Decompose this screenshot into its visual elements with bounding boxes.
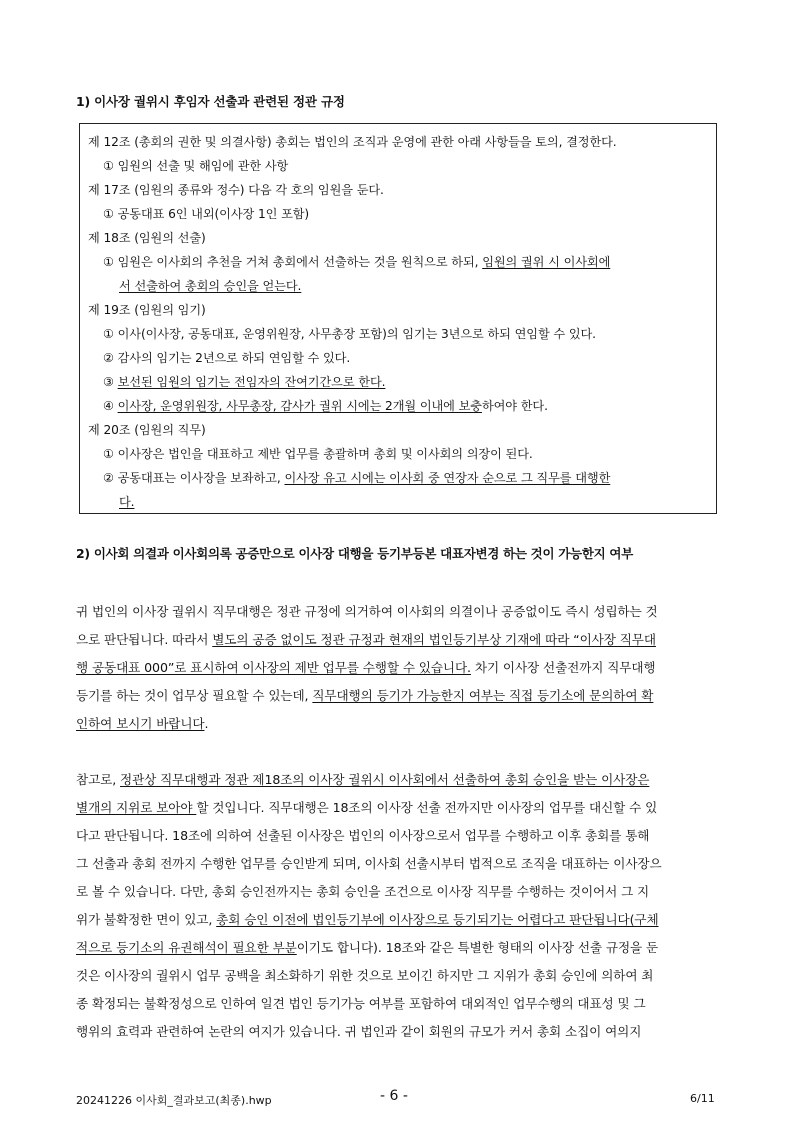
para2-line-2 — [76, 797, 720, 816]
para2-line-9: 종 확정되는 불확정성으로 인하여 일견 법인 등기가능 여부를 포함하여 대외적인 업무수행의 대표성 및 그 — [76, 996, 646, 1011]
text-segment: 하여야 한다. — [481, 399, 548, 413]
underlined-text: 인하여 보시기 바랍니다 — [76, 716, 205, 731]
underlined-text: 별도의 공증 없이도 정관 규정과 현재의 법인등기부상 기재에 따라 “이사장 직무대 — [212, 632, 656, 647]
text-segment: 으로 판단됩니다. 따라서 — [76, 632, 213, 647]
text-segment: 위가 불확정한 면이 있고, — [76, 912, 217, 927]
article-18: 제 18조 (임원의 선출) — [88, 231, 206, 245]
article-19-item-3 — [103, 373, 385, 390]
text-segment: 이기도 합니다). 18조와 같은 특별한 형태의 이사장 선출 규정을 둔 — [296, 940, 659, 955]
footer-filename: 20241226 이사회_결과보고(최종).hwp — [76, 1094, 272, 1107]
underlined-text: 임원의 궐위 시 이사회에 — [482, 255, 611, 269]
article-20: 제 20조 (임원의 직무) — [88, 423, 206, 437]
article-19-item-2: ② 감사의 임기는 2년으로 하되 연임할 수 있다. — [103, 351, 351, 365]
articles-box — [79, 123, 717, 514]
article-20-item-1: ① 이사장은 법인을 대표하고 제반 업무를 총괄하며 총회 및 이사회의 의장이 된다. — [103, 447, 533, 461]
para1-line-2 — [76, 629, 720, 648]
underlined-text: 이사장 유고 시에는 이사회 중 연장자 순으로 그 직무를 대행한 — [284, 471, 611, 485]
para1-line-4 — [76, 685, 720, 704]
article-12: 제 12조 (총회의 권한 및 의결사항) 총회는 법인의 조직과 운영에 관한 아래 사항들을 토의, 결정한다. — [88, 135, 617, 149]
para2-line-3: 다고 판단됩니다. 18조에 의하여 선출된 이사장은 법인의 이사장으로서 업무를 수행하고 이후 총회를 통해 — [76, 828, 650, 843]
article-18-item-1 — [103, 253, 610, 270]
section2-heading: 2) 이사회 의결과 이사회의록 공증만으로 이사장 대행을 등기부등본 대표자변경 하는 것이 가능한지 여부 — [76, 546, 633, 561]
text-segment: 등기를 하는 것이 업무상 필요할 수 있는데, — [76, 688, 313, 703]
text-segment: 할 것입니다. 직무대행은 18조의 이사장 선출 전까지만 이사장의 업무를 대신할 수 있 — [196, 800, 658, 815]
underlined-text: 적으로 등기소의 유권해석이 필요한 부분 — [76, 940, 297, 955]
underlined-text: 정관상 직무대행과 정관 제18조의 이사장 궐위시 이사회에서 선출하여 총회 승인을 받는 이사장은 — [120, 772, 650, 787]
text-segment: 차기 이사장 선출전까지 직무대행 — [470, 660, 656, 675]
item-number: ③ — [103, 375, 118, 389]
article-19-item-4 — [103, 397, 548, 414]
article-17: 제 17조 (임원의 종류와 정수) 다음 각 호의 임원을 둔다. — [88, 183, 384, 197]
para1-line-5 — [76, 713, 720, 732]
article-18-item-1-cont: 서 선출하여 총회의 승인을 얻는다. — [119, 279, 302, 293]
text-segment: ② 공동대표는 이사장을 보좌하고, — [103, 471, 285, 485]
article-19: 제 19조 (임원의 임기) — [88, 303, 206, 317]
underlined-text: 직무대행의 등기가 가능한지 여부는 직접 등기소에 문의하여 확 — [312, 688, 654, 703]
text-segment: 참고로, — [76, 772, 121, 787]
article-20-item-2 — [103, 469, 610, 486]
article-17-item-1: ① 공동대표 6인 내외(이사장 1인 포함) — [103, 207, 310, 221]
underlined-text: 보선된 임원의 임기는 전임자의 잔여기간으로 한다. — [117, 375, 386, 389]
footer-page-count: 6/11 — [690, 1092, 715, 1105]
para2-line-4: 그 선출과 총회 전까지 수행한 업무를 승인받게 되며, 이사회 선출시부터 법적으로 조직을 대표하는 이사장으 — [76, 856, 662, 871]
underlined-text: 이사장, 운영위원장, 사무총장, 감사가 궐위 시에는 2개월 이내에 보충 — [117, 399, 482, 413]
article-12-item-1: ① 임원의 선출 및 해임에 관한 사항 — [103, 159, 289, 173]
para2-line-7 — [76, 937, 720, 956]
article-19-item-1: ① 이사(이사장, 공동대표, 운영위원장, 사무총장 포함)의 임기는 3년으로 하되 연임할 수 있다. — [103, 327, 596, 341]
para2-line-1 — [76, 769, 720, 788]
item-number: ④ — [103, 399, 118, 413]
para1-line-3 — [76, 657, 720, 676]
text-segment: . — [204, 716, 209, 731]
para2-line-5: 로 볼 수 있습니다. 다만, 총회 승인전까지는 총회 승인을 조건으로 이사장 직무를 수행하는 것이어서 그 지 — [76, 884, 650, 899]
underlined-text: 총회 승인 이전에 법인등기부에 이사장으로 등기되기는 어렵다고 판단됩니다(구체 — [216, 912, 659, 927]
para2-line-10: 행위의 효력과 관련하여 논란의 여지가 있습니다. 귀 법인과 같이 회원의 규모가 커서 총회 소집이 여의지 — [76, 1024, 642, 1039]
article-20-item-2-cont: 다. — [119, 495, 135, 509]
section1-heading: 1) 이사장 궐위시 후임자 선출과 관련된 정관 규정 — [76, 94, 345, 109]
para2-line-8: 것은 이사장의 궐위시 업무 공백을 최소화하기 위한 것으로 보이긴 하지만 그 지위가 총회 승인에 의하여 최 — [76, 968, 654, 983]
text-segment: ① 임원은 이사회의 추천을 거쳐 총회에서 선출하는 것을 원칙으로 하되, — [103, 255, 483, 269]
para2-line-6 — [76, 909, 720, 928]
underlined-text: 행 공동대표 000”로 표시하여 이사장의 제반 업무를 수행할 수 있습니다. — [76, 660, 471, 675]
underlined-text: 별개의 지위로 보아야 — [76, 800, 197, 815]
para1-line-1: 귀 법인의 이사장 궐위시 직무대행은 정관 규정에 의거하여 이사회의 의결이나 공증없이도 즉시 성립하는 것 — [76, 604, 658, 619]
footer-page-marker: - 6 - — [380, 1088, 408, 1104]
